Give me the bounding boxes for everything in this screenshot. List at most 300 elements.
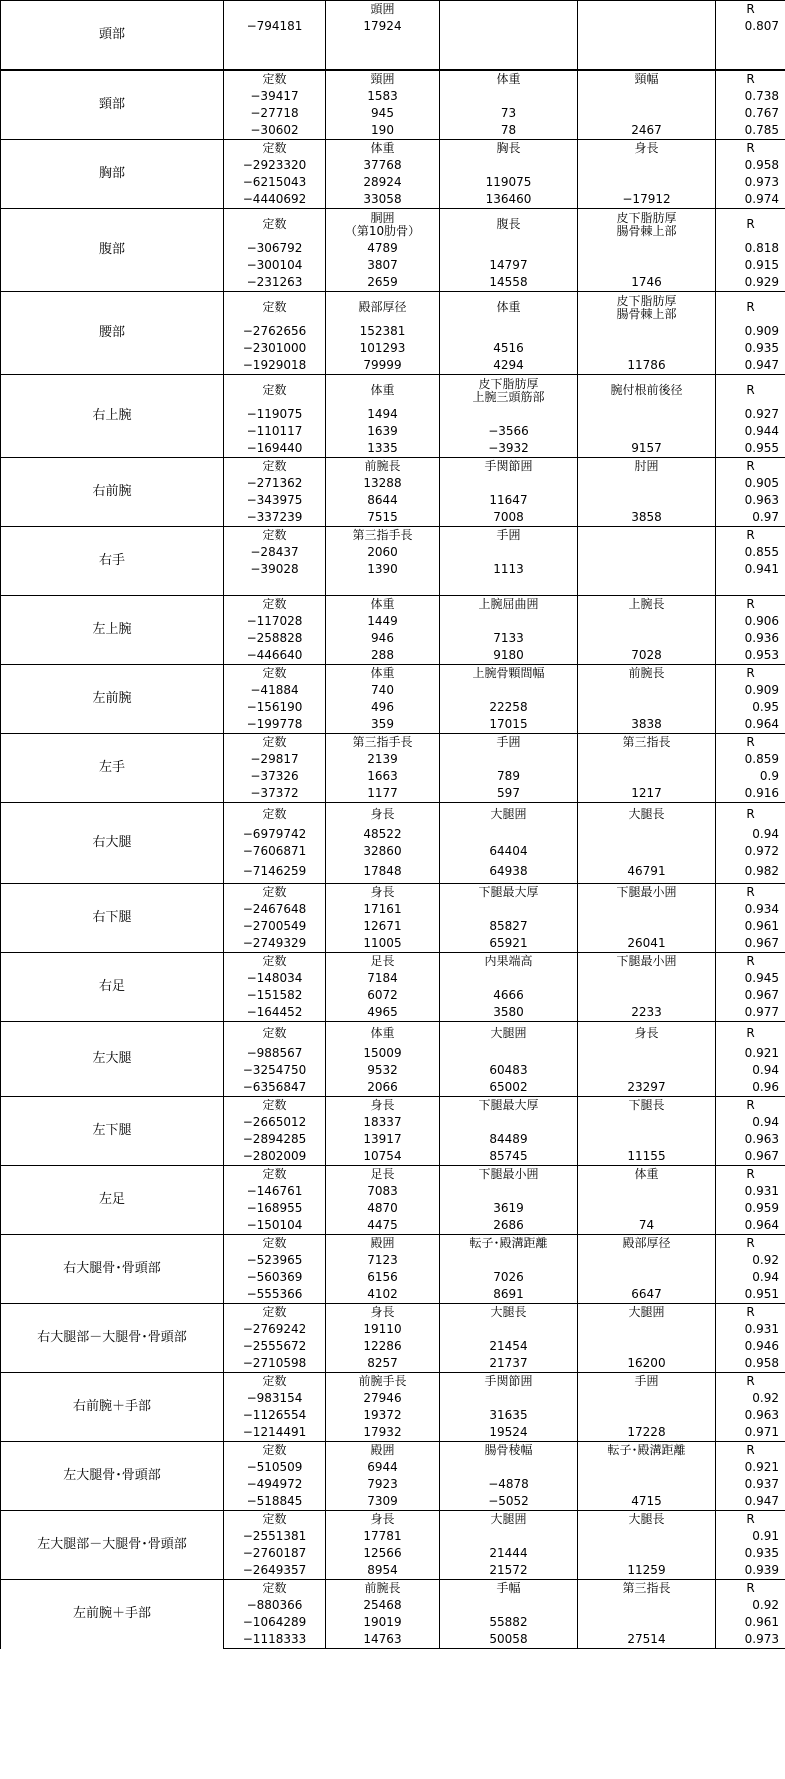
value-cell-var3 xyxy=(578,1062,716,1079)
value-cell-var1: 14763 xyxy=(326,1631,440,1649)
value-cell-constant: −2301000 xyxy=(224,340,326,357)
header-cell-constant xyxy=(224,1,326,19)
value-cell-var1: 12671 xyxy=(326,918,440,935)
header-cell-var2 xyxy=(440,1,578,19)
value-cell-var2: 7133 xyxy=(440,630,578,647)
value-cell-var1: 48522 xyxy=(326,826,440,843)
value-cell-constant: −337239 xyxy=(224,509,326,527)
value-cell-constant: −1126554 xyxy=(224,1407,326,1424)
header-cell-var3: 腕付根前後径 xyxy=(578,375,716,407)
header-cell-r: R xyxy=(716,1442,785,1460)
value-cell-constant: −164452 xyxy=(224,1004,326,1022)
value-cell-constant: −1064289 xyxy=(224,1614,326,1631)
table-row xyxy=(1,953,785,971)
value-cell-r xyxy=(716,578,785,596)
value-cell-var1: 4475 xyxy=(326,1217,440,1235)
header-cell-var2: 手幅 xyxy=(440,1580,578,1598)
header-cell-r: R xyxy=(716,527,785,545)
value-cell-var3 xyxy=(578,1545,716,1562)
value-cell-var3 xyxy=(578,105,716,122)
header-cell-r: R xyxy=(716,884,785,902)
value-cell-var2: 21572 xyxy=(440,1562,578,1580)
table-row xyxy=(1,665,785,683)
value-cell-var2 xyxy=(440,613,578,630)
value-cell-r: 0.973 xyxy=(716,174,785,191)
value-cell-var1: 288 xyxy=(326,647,440,665)
value-cell-var1: 8257 xyxy=(326,1355,440,1373)
value-cell-var1: 7515 xyxy=(326,509,440,527)
value-cell-constant: −7146259 xyxy=(224,860,326,884)
value-cell-var1: 17924 xyxy=(326,18,440,35)
value-cell-r: 0.94 xyxy=(716,1062,785,1079)
value-cell-var2 xyxy=(440,1252,578,1269)
value-cell-constant xyxy=(224,578,326,596)
value-cell-var1: 6944 xyxy=(326,1459,440,1476)
table-row xyxy=(1,1,785,19)
value-cell-var3 xyxy=(578,561,716,578)
value-cell-var3: 1217 xyxy=(578,785,716,803)
body-part-label: 右下腿 xyxy=(1,884,224,953)
value-cell-var2: 3619 xyxy=(440,1200,578,1217)
value-cell-constant: −1118333 xyxy=(224,1631,326,1649)
header-cell-r: R xyxy=(716,803,785,827)
body-part-label: 腹部 xyxy=(1,209,224,292)
value-cell-var3 xyxy=(578,1045,716,1062)
table-row xyxy=(1,1511,785,1529)
value-cell-constant: −30602 xyxy=(224,122,326,140)
value-cell-var2: 136460 xyxy=(440,191,578,209)
header-cell-r: R xyxy=(716,458,785,476)
header-cell-constant: 定数 xyxy=(224,292,326,324)
header-cell-var2: 上腕屈曲囲 xyxy=(440,596,578,614)
header-cell-r: R xyxy=(716,70,785,88)
value-cell-constant: −231263 xyxy=(224,274,326,292)
header-cell-constant: 定数 xyxy=(224,953,326,971)
header-cell-var2: 転子･殿溝距離 xyxy=(440,1235,578,1253)
value-cell-var1: 7123 xyxy=(326,1252,440,1269)
header-cell-var1: 身長 xyxy=(326,884,440,902)
value-cell-var1: 946 xyxy=(326,630,440,647)
header-cell-var3: 頸幅 xyxy=(578,70,716,88)
value-cell-r: 0.967 xyxy=(716,987,785,1004)
header-cell-var2: 腹長 xyxy=(440,209,578,241)
table-row xyxy=(1,1304,785,1322)
value-cell-r: 0.921 xyxy=(716,1045,785,1062)
value-cell-var1: 7184 xyxy=(326,970,440,987)
value-cell-r: 0.959 xyxy=(716,1200,785,1217)
value-cell-constant: −983154 xyxy=(224,1390,326,1407)
value-cell-var1: 18337 xyxy=(326,1114,440,1131)
header-cell-var2: 腸骨稜幅 xyxy=(440,1442,578,1460)
value-cell-constant: −2762656 xyxy=(224,323,326,340)
value-cell-var1: 19372 xyxy=(326,1407,440,1424)
value-cell-var3 xyxy=(578,544,716,561)
value-cell-constant: −306792 xyxy=(224,240,326,257)
value-cell-var2: 4516 xyxy=(440,340,578,357)
value-cell-var2: 2686 xyxy=(440,1217,578,1235)
value-cell-var3: 27514 xyxy=(578,1631,716,1649)
value-cell-var3 xyxy=(578,1390,716,1407)
value-cell-var2: 597 xyxy=(440,785,578,803)
value-cell-r: 0.967 xyxy=(716,1148,785,1166)
header-cell-constant: 定数 xyxy=(224,1022,326,1046)
value-cell-var3 xyxy=(578,323,716,340)
value-cell-var3 xyxy=(578,1200,716,1217)
value-cell-var1: 11005 xyxy=(326,935,440,953)
table-row xyxy=(1,209,785,241)
header-cell-constant: 定数 xyxy=(224,1304,326,1322)
value-cell-r xyxy=(716,35,785,52)
value-cell-var3 xyxy=(578,901,716,918)
value-cell-var1: 740 xyxy=(326,682,440,699)
value-cell-var1: 190 xyxy=(326,122,440,140)
value-cell-var1: 6156 xyxy=(326,1269,440,1286)
value-cell-var1: 3807 xyxy=(326,257,440,274)
value-cell-var1: 1663 xyxy=(326,768,440,785)
header-cell-constant: 定数 xyxy=(224,527,326,545)
header-cell-r: R xyxy=(716,1511,785,1529)
value-cell-var1: 79999 xyxy=(326,357,440,375)
value-cell-var1: 4102 xyxy=(326,1286,440,1304)
body-part-label: 右前腕 xyxy=(1,458,224,527)
value-cell-var3: 46791 xyxy=(578,860,716,884)
body-part-label: 左下腿 xyxy=(1,1097,224,1166)
value-cell-r: 0.859 xyxy=(716,751,785,768)
value-cell-var2 xyxy=(440,475,578,492)
value-cell-var3 xyxy=(578,475,716,492)
value-cell-var2 xyxy=(440,1045,578,1062)
value-cell-var3 xyxy=(578,492,716,509)
header-cell-r: R xyxy=(716,1373,785,1391)
value-cell-constant: −3254750 xyxy=(224,1062,326,1079)
header-cell-constant: 定数 xyxy=(224,596,326,614)
value-cell-var2: 85827 xyxy=(440,918,578,935)
value-cell-var2 xyxy=(440,751,578,768)
value-cell-var1: 6072 xyxy=(326,987,440,1004)
value-cell-var2: 21454 xyxy=(440,1338,578,1355)
value-cell-constant: −27718 xyxy=(224,105,326,122)
header-cell-var3: 大腿長 xyxy=(578,1511,716,1529)
value-cell-constant: −523965 xyxy=(224,1252,326,1269)
header-cell-var3: 肘囲 xyxy=(578,458,716,476)
value-cell-var1: 359 xyxy=(326,716,440,734)
header-cell-var2: 体重 xyxy=(440,70,578,88)
table-row xyxy=(1,458,785,476)
header-cell-constant: 定数 xyxy=(224,665,326,683)
value-cell-var2: 65921 xyxy=(440,935,578,953)
value-cell-var1: 2139 xyxy=(326,751,440,768)
body-part-label: 右大腿 xyxy=(1,803,224,884)
value-cell-var3: −17912 xyxy=(578,191,716,209)
value-cell-var2: 7008 xyxy=(440,509,578,527)
value-cell-var2: 65002 xyxy=(440,1079,578,1097)
value-cell-constant: −6356847 xyxy=(224,1079,326,1097)
value-cell-var1: 27946 xyxy=(326,1390,440,1407)
value-cell-var3 xyxy=(578,240,716,257)
value-cell-r: 0.909 xyxy=(716,682,785,699)
header-cell-var2: 大腿囲 xyxy=(440,1511,578,1529)
value-cell-constant: −7606871 xyxy=(224,843,326,860)
value-cell-var1: 19110 xyxy=(326,1321,440,1338)
value-cell-var3: 7028 xyxy=(578,647,716,665)
header-cell-r: R xyxy=(716,1,785,19)
value-cell-constant: −258828 xyxy=(224,630,326,647)
value-cell-var2 xyxy=(440,682,578,699)
value-cell-var1: 12286 xyxy=(326,1338,440,1355)
value-cell-var1: 28924 xyxy=(326,174,440,191)
value-cell-var2: 21737 xyxy=(440,1355,578,1373)
value-cell-r: 0.785 xyxy=(716,122,785,140)
header-cell-var2: 下腿最小囲 xyxy=(440,1166,578,1184)
value-cell-constant: −2760187 xyxy=(224,1545,326,1562)
header-cell-constant: 定数 xyxy=(224,803,326,827)
value-cell-r: 0.939 xyxy=(716,1562,785,1580)
value-cell-constant: −148034 xyxy=(224,970,326,987)
value-cell-var2 xyxy=(440,1390,578,1407)
regression-table-body xyxy=(1,1,785,1649)
value-cell-var2 xyxy=(440,240,578,257)
value-cell-var1 xyxy=(326,52,440,70)
header-cell-r: R xyxy=(716,209,785,241)
value-cell-var3 xyxy=(578,682,716,699)
value-cell-constant: −2649357 xyxy=(224,1562,326,1580)
header-cell-r: R xyxy=(716,953,785,971)
body-part-label: 右足 xyxy=(1,953,224,1022)
value-cell-var1 xyxy=(326,35,440,52)
header-cell-var2: 手関節囲 xyxy=(440,1373,578,1391)
value-cell-var3 xyxy=(578,1131,716,1148)
value-cell-r: 0.92 xyxy=(716,1252,785,1269)
value-cell-var3 xyxy=(578,918,716,935)
value-cell-constant: −199778 xyxy=(224,716,326,734)
value-cell-var1: 33058 xyxy=(326,191,440,209)
value-cell-var3 xyxy=(578,578,716,596)
table-row xyxy=(1,596,785,614)
value-cell-constant: −1214491 xyxy=(224,1424,326,1442)
value-cell-r: 0.929 xyxy=(716,274,785,292)
header-cell-var1: 殿囲 xyxy=(326,1235,440,1253)
value-cell-r xyxy=(716,52,785,70)
value-cell-var3: 11259 xyxy=(578,1562,716,1580)
header-cell-var1: 足長 xyxy=(326,953,440,971)
table-row xyxy=(1,1373,785,1391)
value-cell-r: 0.91 xyxy=(716,1528,785,1545)
header-cell-r: R xyxy=(716,292,785,324)
value-cell-r: 0.947 xyxy=(716,1493,785,1511)
header-cell-r: R xyxy=(716,1235,785,1253)
value-cell-var1: 4965 xyxy=(326,1004,440,1022)
value-cell-r: 0.927 xyxy=(716,406,785,423)
value-cell-r: 0.934 xyxy=(716,901,785,918)
value-cell-constant: −6215043 xyxy=(224,174,326,191)
header-cell-constant: 定数 xyxy=(224,1097,326,1115)
value-cell-var1: 2060 xyxy=(326,544,440,561)
value-cell-r: 0.982 xyxy=(716,860,785,884)
header-cell-constant: 定数 xyxy=(224,140,326,158)
header-cell-var1: 第三指手長 xyxy=(326,527,440,545)
header-cell-r: R xyxy=(716,1580,785,1598)
value-cell-var3 xyxy=(578,35,716,52)
value-cell-r: 0.931 xyxy=(716,1321,785,1338)
value-cell-var1: 7083 xyxy=(326,1183,440,1200)
header-cell-var1: 殿囲 xyxy=(326,1442,440,1460)
value-cell-r: 0.906 xyxy=(716,613,785,630)
value-cell-r: 0.963 xyxy=(716,492,785,509)
value-cell-constant: −300104 xyxy=(224,257,326,274)
header-cell-var1: 体重 xyxy=(326,1022,440,1046)
value-cell-var2 xyxy=(440,1321,578,1338)
value-cell-r: 0.818 xyxy=(716,240,785,257)
table-row xyxy=(1,140,785,158)
value-cell-constant: −29817 xyxy=(224,751,326,768)
header-cell-r: R xyxy=(716,1166,785,1184)
header-cell-var1: 前腕長 xyxy=(326,1580,440,1598)
value-cell-var3: 11155 xyxy=(578,1148,716,1166)
value-cell-constant: −168955 xyxy=(224,1200,326,1217)
header-cell-var2: 手関節囲 xyxy=(440,458,578,476)
value-cell-r: 0.915 xyxy=(716,257,785,274)
body-part-label: 右前腕＋手部 xyxy=(1,1373,224,1442)
value-cell-r: 0.767 xyxy=(716,105,785,122)
header-cell-var2: 下腿最大厚 xyxy=(440,1097,578,1115)
header-cell-var2: 手囲 xyxy=(440,734,578,752)
value-cell-var3: 2467 xyxy=(578,122,716,140)
value-cell-var3: 3858 xyxy=(578,509,716,527)
value-cell-r: 0.935 xyxy=(716,340,785,357)
value-cell-var1: 9532 xyxy=(326,1062,440,1079)
header-cell-constant: 定数 xyxy=(224,1442,326,1460)
value-cell-constant: −41884 xyxy=(224,682,326,699)
header-cell-var3: 身長 xyxy=(578,1022,716,1046)
value-cell-r: 0.964 xyxy=(716,1217,785,1235)
value-cell-var2: 19524 xyxy=(440,1424,578,1442)
value-cell-var2 xyxy=(440,323,578,340)
value-cell-var3: 17228 xyxy=(578,1424,716,1442)
value-cell-var1: 17781 xyxy=(326,1528,440,1545)
value-cell-constant: −37326 xyxy=(224,768,326,785)
value-cell-var1: 8644 xyxy=(326,492,440,509)
header-cell-var3: 身長 xyxy=(578,140,716,158)
value-cell-r: 0.92 xyxy=(716,1390,785,1407)
value-cell-constant: −39417 xyxy=(224,88,326,105)
value-cell-var1: 13288 xyxy=(326,475,440,492)
value-cell-r: 0.936 xyxy=(716,630,785,647)
value-cell-constant: −2467648 xyxy=(224,901,326,918)
table-row xyxy=(1,375,785,407)
body-part-label: 左大腿骨･骨頭部 xyxy=(1,1442,224,1511)
value-cell-var3 xyxy=(578,768,716,785)
header-cell-constant: 定数 xyxy=(224,1580,326,1598)
value-cell-var3 xyxy=(578,1338,716,1355)
value-cell-constant: −494972 xyxy=(224,1476,326,1493)
value-cell-constant: −4440692 xyxy=(224,191,326,209)
header-cell-var3: 皮下脂肪厚 腸骨棘上部 xyxy=(578,292,716,324)
value-cell-r: 0.961 xyxy=(716,1614,785,1631)
table-row xyxy=(1,1442,785,1460)
value-cell-var1: 945 xyxy=(326,105,440,122)
header-cell-var1: 殿部厚径 xyxy=(326,292,440,324)
body-part-label: 頸部 xyxy=(1,70,224,140)
value-cell-r: 0.946 xyxy=(716,1338,785,1355)
value-cell-r: 0.9 xyxy=(716,768,785,785)
header-cell-var1: 第三指手長 xyxy=(326,734,440,752)
value-cell-var3 xyxy=(578,1407,716,1424)
value-cell-var3 xyxy=(578,1459,716,1476)
table-row xyxy=(1,803,785,827)
header-cell-r: R xyxy=(716,1304,785,1322)
value-cell-var2 xyxy=(440,826,578,843)
body-part-label: 右手 xyxy=(1,527,224,596)
header-cell-var1: 足長 xyxy=(326,1166,440,1184)
value-cell-var2: −3566 xyxy=(440,423,578,440)
value-cell-var1: 1639 xyxy=(326,423,440,440)
table-row xyxy=(1,1580,785,1598)
value-cell-r: 0.931 xyxy=(716,1183,785,1200)
value-cell-var3 xyxy=(578,970,716,987)
value-cell-var1: 1583 xyxy=(326,88,440,105)
value-cell-var2: 9180 xyxy=(440,647,578,665)
value-cell-r: 0.855 xyxy=(716,544,785,561)
value-cell-var3: 6647 xyxy=(578,1286,716,1304)
value-cell-var3 xyxy=(578,987,716,1004)
value-cell-var1: 4789 xyxy=(326,240,440,257)
header-cell-constant: 定数 xyxy=(224,209,326,241)
table-row xyxy=(1,70,785,88)
body-part-label: 左上腕 xyxy=(1,596,224,665)
value-cell-var2 xyxy=(440,52,578,70)
value-cell-r: 0.916 xyxy=(716,785,785,803)
value-cell-r: 0.921 xyxy=(716,1459,785,1476)
header-cell-constant: 定数 xyxy=(224,1511,326,1529)
value-cell-var1: 1494 xyxy=(326,406,440,423)
header-cell-r: R xyxy=(716,1097,785,1115)
body-part-label: 腰部 xyxy=(1,292,224,375)
value-cell-var1: 152381 xyxy=(326,323,440,340)
value-cell-var1: 1449 xyxy=(326,613,440,630)
header-cell-var3: 体重 xyxy=(578,1166,716,1184)
value-cell-r: 0.951 xyxy=(716,1286,785,1304)
header-cell-constant: 定数 xyxy=(224,70,326,88)
value-cell-var3 xyxy=(578,174,716,191)
value-cell-var2: 73 xyxy=(440,105,578,122)
value-cell-var1: 13917 xyxy=(326,1131,440,1148)
header-cell-constant: 定数 xyxy=(224,884,326,902)
value-cell-var3 xyxy=(578,843,716,860)
value-cell-var3: 16200 xyxy=(578,1355,716,1373)
value-cell-r: 0.958 xyxy=(716,1355,785,1373)
value-cell-r: 0.944 xyxy=(716,423,785,440)
value-cell-var3 xyxy=(578,406,716,423)
body-part-label: 右大腿骨･骨頭部 xyxy=(1,1235,224,1304)
value-cell-r: 0.963 xyxy=(716,1131,785,1148)
value-cell-var2: 14558 xyxy=(440,274,578,292)
value-cell-var2 xyxy=(440,1597,578,1614)
value-cell-constant: −150104 xyxy=(224,1217,326,1235)
value-cell-constant: −560369 xyxy=(224,1269,326,1286)
value-cell-var2: 21444 xyxy=(440,1545,578,1562)
value-cell-var3: 3838 xyxy=(578,716,716,734)
value-cell-constant: −2665012 xyxy=(224,1114,326,1131)
value-cell-var2: 119075 xyxy=(440,174,578,191)
value-cell-var3: 26041 xyxy=(578,935,716,953)
table-row xyxy=(1,884,785,902)
value-cell-var1: 1177 xyxy=(326,785,440,803)
value-cell-r: 0.738 xyxy=(716,88,785,105)
value-cell-var2: 55882 xyxy=(440,1614,578,1631)
table-row xyxy=(1,1022,785,1046)
value-cell-var2: −4878 xyxy=(440,1476,578,1493)
header-cell-var3: 第三指長 xyxy=(578,1580,716,1598)
